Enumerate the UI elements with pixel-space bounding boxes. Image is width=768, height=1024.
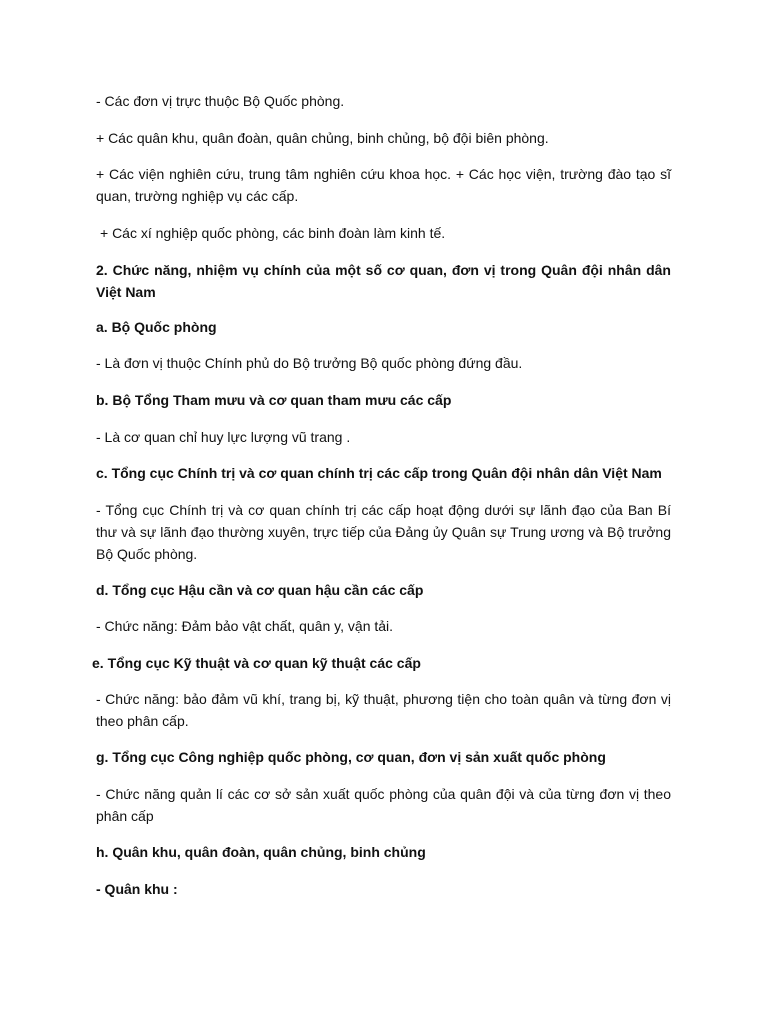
paragraph-d: - Chức năng: Đảm bảo vật chất, quân y, vận tải.: [96, 618, 394, 634]
subheading-e: e. Tổng cục Kỹ thuật và cơ quan kỹ thuật các cấp: [92, 655, 421, 671]
subheading-c: c. Tổng cục Chính trị và cơ quan chính trị các cấp trong Quân đội nhân dân Việt Nam: [96, 465, 662, 481]
paragraph-c: - Tổng cục Chính trị và cơ quan chính trị các cấp hoạt động dưới sự lãnh đạo của Ban Bí thư và sự lãnh đạo thường xuyên, trực tiếp của Đảng ủy Quân sự Trung ương và Bộ trưởng Bộ Quốc phòng.: [96, 502, 671, 562]
subheading-d: d. Tổng cục Hậu cần và cơ quan hậu cần các cấp: [96, 582, 424, 598]
paragraph-enterprises: + Các xí nghiệp quốc phòng, các binh đoàn làm kinh tế.: [100, 225, 446, 241]
paragraph-a: - Là đơn vị thuộc Chính phủ do Bộ trưởng Bộ quốc phòng đứng đầu.: [96, 355, 523, 371]
subheading-b: b. Bộ Tổng Tham mưu và cơ quan tham mưu các cấp: [96, 392, 452, 408]
section-heading-2: 2. Chức năng, nhiệm vụ chính của một số cơ quan, đơn vị trong Quân đội nhân dân Việt Nam: [96, 262, 671, 300]
paragraph-military-region-label: - Quân khu :: [96, 881, 178, 897]
subheading-g: g. Tổng cục Công nghiệp quốc phòng, cơ quan, đơn vị sản xuất quốc phòng: [96, 749, 606, 765]
paragraph-research-institutes: + Các viện nghiên cứu, trung tâm nghiên cứu khoa học. + Các học viện, trường đào tạo sĩ quan, trường nghiệp vụ các cấp.: [96, 166, 671, 204]
paragraph-military-regions: + Các quân khu, quân đoàn, quân chủng, binh chủng, bộ đội biên phòng.: [96, 130, 549, 146]
paragraph-units-list: - Các đơn vị trực thuộc Bộ Quốc phòng.: [96, 93, 345, 109]
paragraph-b: - Là cơ quan chỉ huy lực lượng vũ trang .: [96, 429, 351, 445]
subheading-h: h. Quân khu, quân đoàn, quân chủng, binh chủng: [96, 844, 426, 860]
paragraph-e: - Chức năng: bảo đảm vũ khí, trang bị, kỹ thuật, phương tiện cho toàn quân và từng đơn vị theo phân cấp.: [96, 691, 671, 729]
paragraph-g: - Chức năng quản lí các cơ sở sản xuất quốc phòng của quân đội và của từng đơn vị theo phân cấp: [96, 786, 671, 824]
subheading-a: a. Bộ Quốc phòng: [96, 319, 217, 335]
